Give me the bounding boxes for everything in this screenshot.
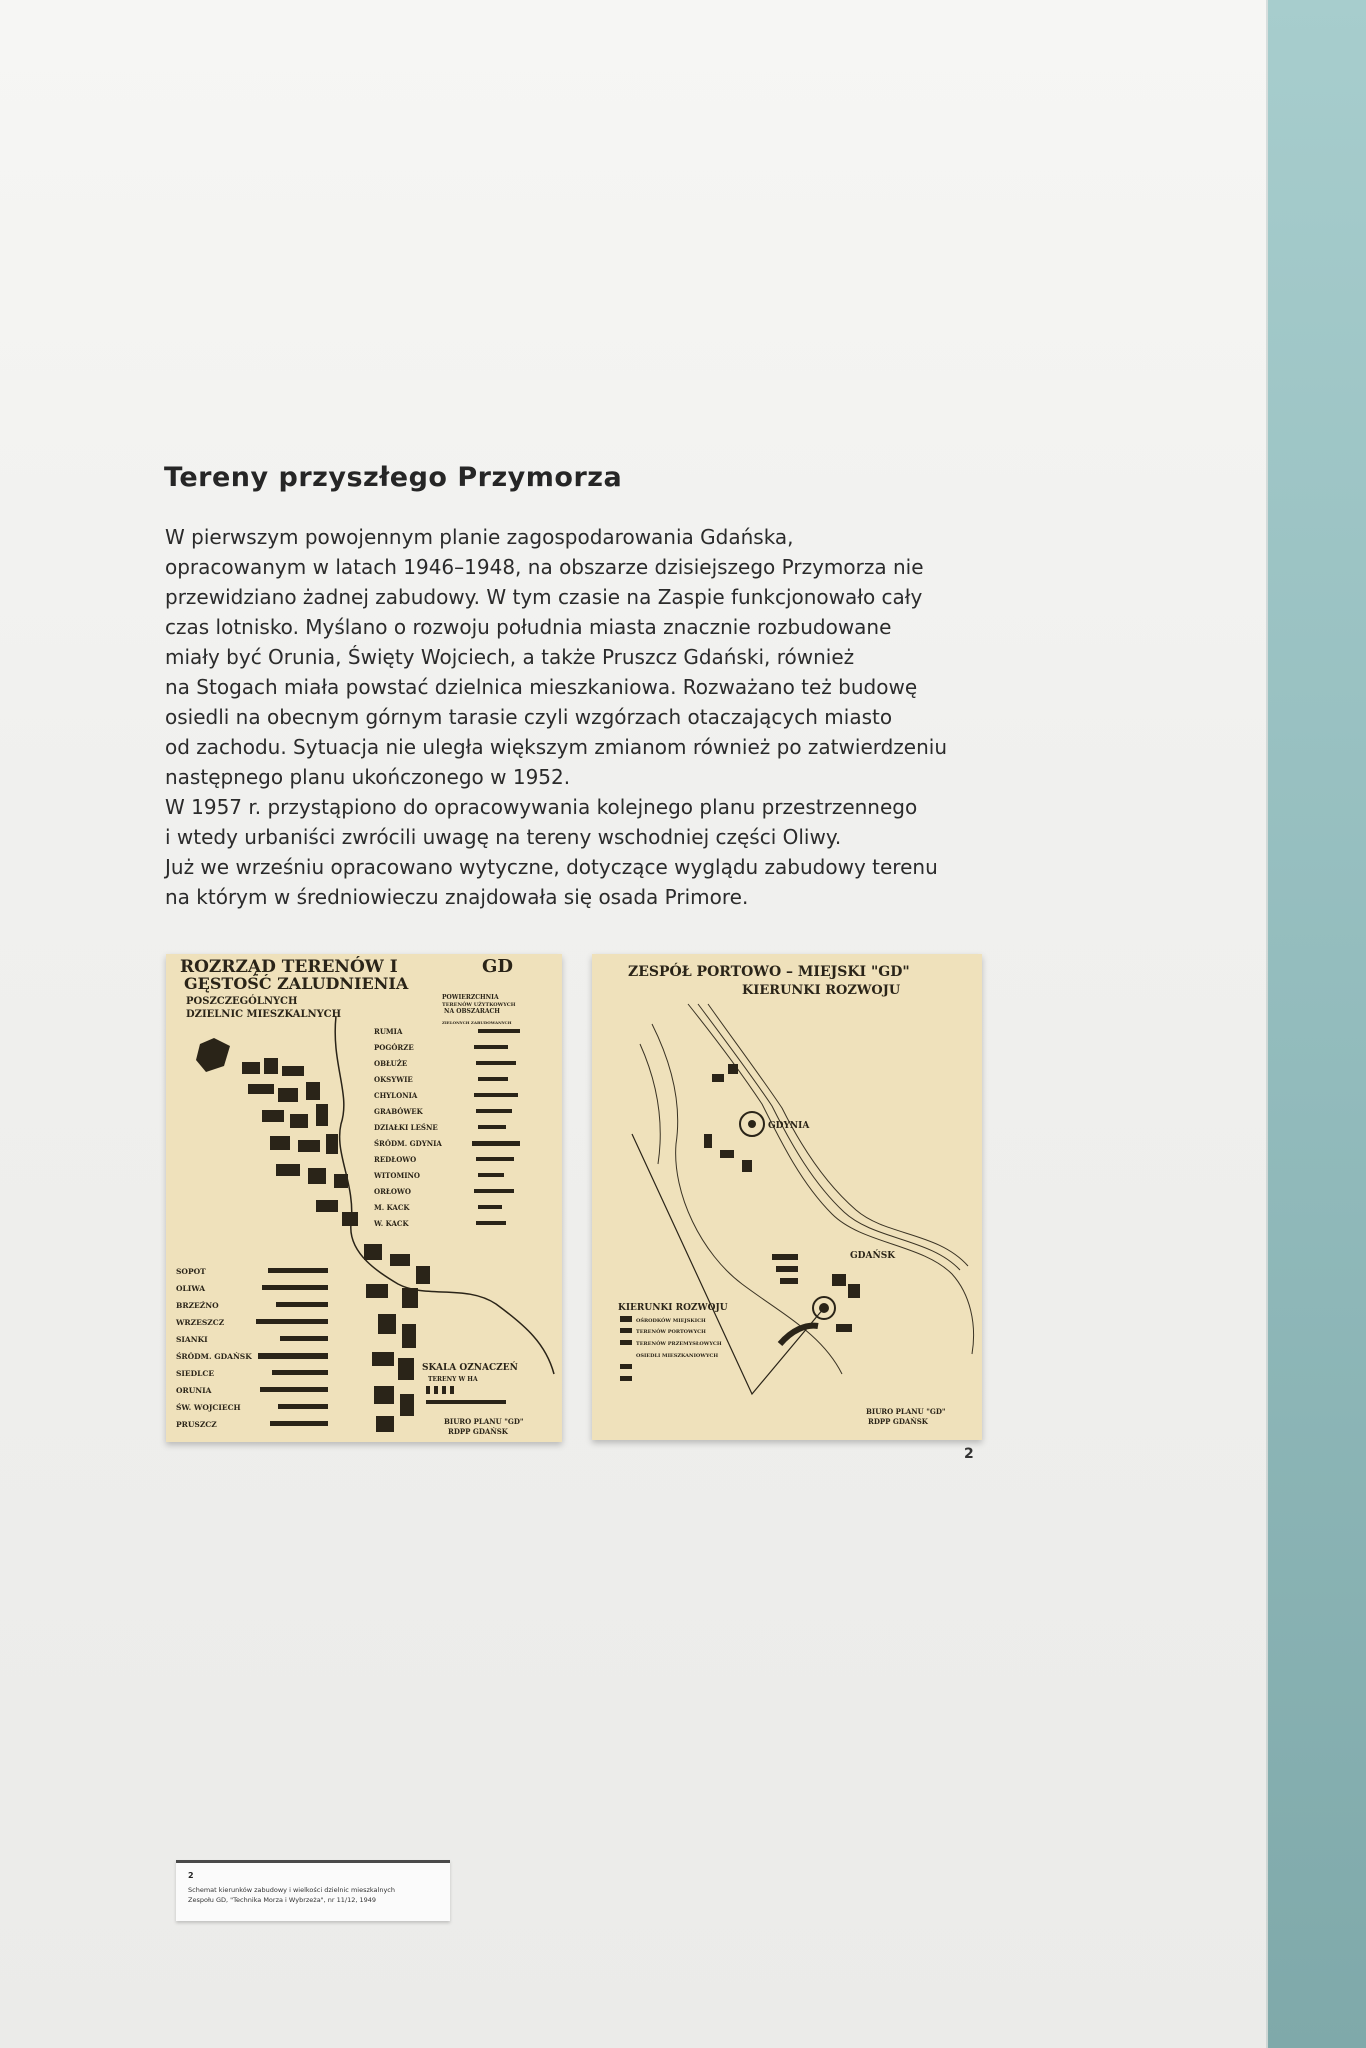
exhibit-heading: Tereny przyszłego Przymorza <box>164 462 623 493</box>
body-line: na Stogach miała powstać dzielnica mieszkaniowa. Rozważano też budowę <box>165 675 918 699</box>
poster1-left-names <box>175 1267 252 1429</box>
poster2-city-gdynia: GDYNIA <box>768 1121 810 1131</box>
poster2-legend-item: TERENÓW PORTOWYCH <box>636 1329 706 1335</box>
poster2-title-1: ZESPÓŁ PORTOWO – MIEJSKI "GD" <box>628 964 910 980</box>
district-label: OKSYWIE <box>374 1075 413 1084</box>
poster2-legend-item: OŚRODKÓW MIEJSKICH <box>636 1318 706 1324</box>
figure-number: 2 <box>964 1446 974 1462</box>
poster1-legend-title: SKALA OZNACZEŃ <box>422 1363 518 1373</box>
poster2-gdynia-blocks <box>704 1064 752 1172</box>
poster1-coastline <box>335 1016 554 1374</box>
poster1-title-1: ROZRZĄD TERENÓW I <box>180 957 398 977</box>
district-label: REDŁOWO <box>374 1155 417 1164</box>
district-label: CHYLONIA <box>374 1091 418 1100</box>
poster2-gdynia-center <box>748 1120 756 1128</box>
poster1-legend-scale <box>426 1386 506 1404</box>
district-label: ORUNIA <box>176 1386 212 1395</box>
poster1-left-bars <box>256 1268 328 1426</box>
district-label: ŚW. WOJCIECH <box>176 1403 241 1412</box>
body-line: od zachodu. Sytuacja nie uległa większym zmianom również po zatwierdzeniu <box>165 735 948 759</box>
district-label: ŚRÓDM. GDAŃSK <box>176 1352 252 1361</box>
poster2-legend-item: TERENÓW PRZEMYSŁOWYCH <box>636 1341 722 1347</box>
poster1-bureau-2: RDPP GDAŃSK <box>448 1427 508 1436</box>
poster-development-directions-art <box>592 954 982 1440</box>
poster1-legend-sub: TERENY W HA <box>428 1376 478 1383</box>
body-line: czas lotnisko. Myślano o rozwoju południa miasta znacznie rozbudowane <box>165 615 892 639</box>
district-label: RUMIA <box>374 1027 403 1036</box>
poster-district-density-art <box>166 954 562 1442</box>
poster1-subtitle-1: POSZCZEGÓLNYCH <box>186 996 298 1007</box>
exhibit-body-text <box>165 522 1045 912</box>
poster1-gd: GD <box>482 956 513 977</box>
caption-number: 2 <box>188 1871 194 1880</box>
poster2-legend-item: OSIEDLI MIESZKANIOWYCH <box>636 1353 719 1359</box>
poster-district-density <box>166 954 562 1442</box>
district-label: WITOMINO <box>374 1171 420 1180</box>
body-line: opracowanym w latach 1946–1948, na obszarze dzisiejszego Przymorza nie <box>165 555 924 579</box>
poster1-bureau-1: BIURO PLANU "GD" <box>444 1417 524 1426</box>
poster1-header-2: TERENÓW UŻYTKOWYCH <box>442 1002 516 1008</box>
district-label: POGÓRZE <box>374 1043 414 1052</box>
body-line: Już we wrześniu opracowano wytyczne, dotyczące wyglądu zabudowy terenu <box>165 855 938 879</box>
poster1-header-1: POWIERZCHNIA <box>442 994 499 1001</box>
caption-text <box>188 1885 444 1905</box>
poster2-city-gdansk: GDAŃSK <box>850 1251 896 1261</box>
poster1-right-names <box>373 1027 442 1228</box>
district-label: BRZEŹNO <box>176 1301 219 1310</box>
poster2-bureau-1: BIURO PLANU "GD" <box>866 1407 946 1416</box>
district-label: ŚRÓDM. GDYNIA <box>374 1139 442 1148</box>
poster1-peninsula <box>196 1038 230 1072</box>
district-label: W. KACK <box>374 1219 409 1228</box>
district-label: OLIWA <box>176 1284 206 1293</box>
caption-line: Zespołu GD, "Technika Morza i Wybrzeża", nr 11/12, 1949 <box>188 1896 377 1904</box>
district-label: PRUSZCZ <box>176 1420 217 1429</box>
poster2-bureau-2: RDPP GDAŃSK <box>868 1417 928 1426</box>
poster2-title-2: KIERUNKI ROZWOJU <box>742 983 901 998</box>
body-line: przewidziano żadnej zabudowy. W tym czasie na Zaspie funkcjonowało cały <box>165 585 923 609</box>
body-line: W 1957 r. przystąpiono do opracowywania kolejnego planu przestrzennego <box>165 795 918 819</box>
caption-plate <box>176 1860 450 1921</box>
poster1-header-3: NA OBSZARACH <box>444 1008 500 1015</box>
district-label: OBŁUŻE <box>374 1059 408 1068</box>
district-label: GRABÓWEK <box>374 1107 423 1116</box>
poster-development-directions <box>592 954 982 1440</box>
poster1-right-bars <box>472 1029 520 1225</box>
district-label: WRZESZCZ <box>176 1318 225 1327</box>
poster1-header-4: ZIELONYCH ZABUDOWANYCH <box>442 1020 512 1025</box>
district-label: SIEDLCE <box>176 1369 215 1378</box>
body-line: następnego planu ukończonego w 1952. <box>165 765 571 789</box>
body-line: W pierwszym powojennym planie zagospodarowania Gdańska, <box>165 525 794 549</box>
body-line: na którym w średniowieczu znajdowała się osada Primore. <box>165 885 749 909</box>
district-label: M. KACK <box>374 1203 410 1212</box>
poster2-legend-title: KIERUNKI ROZWOJU <box>618 1303 728 1313</box>
body-line: osiedli na obecnym górnym tarasie czyli wzgórzach otaczających miasto <box>165 705 893 729</box>
district-label: DZIAŁKI LEŚNE <box>374 1123 438 1132</box>
district-label: ORŁOWO <box>374 1187 411 1196</box>
poster2-legend-swatches <box>620 1316 632 1381</box>
district-label: SOPOT <box>176 1267 206 1276</box>
teal-wall-panel <box>1268 0 1366 2048</box>
caption-line: Schemat kierunków zabudowy i wielkości dzielnic mieszkalnych <box>188 1886 395 1894</box>
district-label: SIANKI <box>176 1335 208 1344</box>
body-line: i wtedy urbaniści zwrócili uwagę na tereny wschodniej części Oliwy. <box>165 825 842 849</box>
body-line: miały być Orunia, Święty Wojciech, a także Pruszcz Gdański, również <box>165 645 855 669</box>
poster1-subtitle-2: DZIELNIC MIESZKALNYCH <box>186 1009 342 1020</box>
poster1-title-2: GĘSTOŚĆ ZALUDNIENIA <box>184 974 409 993</box>
poster2-gdansk-blocks <box>772 1254 860 1344</box>
